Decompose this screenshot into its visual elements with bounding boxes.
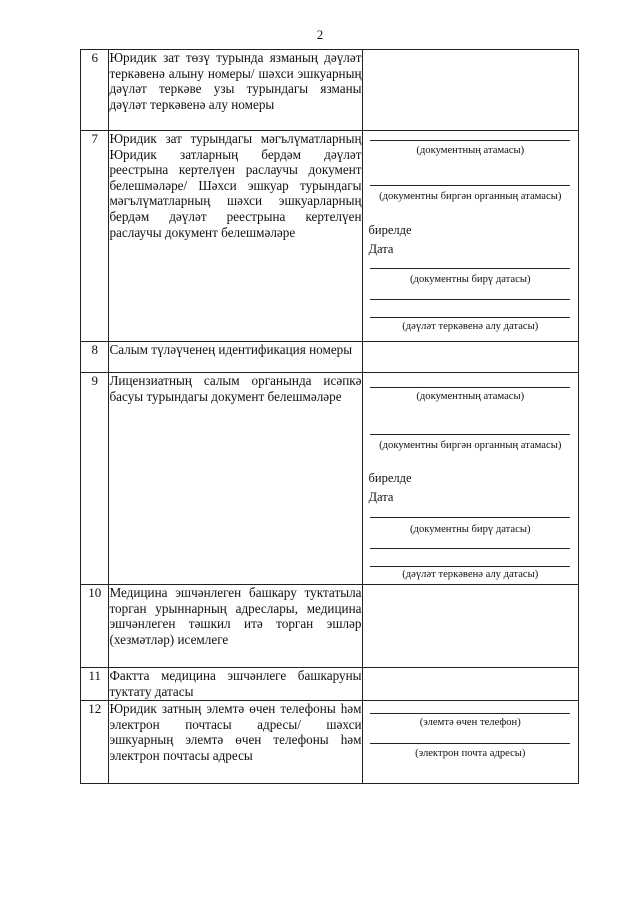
row-number: 8: [81, 342, 109, 373]
date-label: Дата: [368, 490, 394, 504]
phone-caption: (элемтә өчен телефон): [419, 717, 521, 728]
row-description: Юридик зат турындагы мәгълүматларның Юридик затларның бердәм дәүләт реестрына кертелүен раслаучы документ белешмәләре/ Шәхси эшкуар турындагы мәгълүматларның шәхси эшкуарларның бердәм дәүләт реестрына кертелүен раслаучы документ белешмәләре: [109, 131, 362, 342]
table-row: [81, 373, 579, 585]
table-row: [81, 131, 579, 342]
fill-cell[interactable]: [362, 668, 578, 701]
form-table: [80, 49, 579, 784]
issue-date-caption: (документны бирү датасы): [410, 274, 531, 285]
row-description: Салым түләүченең идентификация номеры: [109, 342, 362, 373]
issue-date-caption: (документны бирү датасы): [410, 524, 531, 535]
date-label: Дата: [368, 242, 394, 256]
row-description: Лицензиатның салым органында исәпкә басуы турындагы документ белешмәләре: [109, 373, 362, 585]
table-row: [81, 585, 579, 668]
registration-date-line[interactable]: [370, 299, 570, 300]
issue-date-line[interactable]: [370, 517, 570, 518]
row-number: 7: [81, 131, 109, 342]
registration-date-caption: (дәүләт теркәвенә алу датасы): [402, 569, 539, 580]
issue-date-line[interactable]: [370, 268, 570, 269]
doc-name-line[interactable]: [370, 140, 570, 141]
document-details-cell: [362, 131, 578, 342]
issuer-line[interactable]: [370, 434, 570, 435]
issued-by-label: бирелде: [368, 223, 412, 237]
row-description: Фактта медицина эшчәнлеге башкаруны туктату датасы: [109, 668, 362, 699]
table-row: [81, 50, 579, 131]
phone-line[interactable]: [370, 713, 570, 714]
email-caption: (электрон почта адресы): [415, 748, 526, 759]
registration-date-line[interactable]: [370, 548, 570, 549]
registration-date-line-2[interactable]: [370, 566, 570, 567]
row-description: Юридик затның элемтә өчен телефоны һәм электрон почтасы адресы/ шәхси эшкуарның элемтә өчен телефоны һәм электрон почтасы адресы: [109, 701, 362, 784]
row-number: 11: [81, 668, 109, 701]
fill-cell[interactable]: [362, 585, 578, 668]
contacts-cell: [362, 701, 578, 784]
fill-cell[interactable]: [362, 342, 578, 373]
row-description: Медицина эшчәнлеген башкару туктатыла торган урыннарның адреслары, медицина эшчәнлеген тәшкил итә торган эшләр (хезмәтләр) исемлеге: [109, 585, 362, 668]
table-row: [81, 342, 579, 373]
row-description: Юридик зат төзү турында язманың дәүләт теркәвенә алыну номеры/ шәхси эшкуарның дәүләт теркәве узы турындагы язманы дәүләт теркәвенә алу номеры: [109, 50, 362, 131]
row-number: 10: [81, 585, 109, 668]
issued-by-label: бирелде: [368, 471, 412, 485]
registration-date-line-2[interactable]: [370, 317, 570, 318]
issuer-caption: (документны биргән органның атамасы): [379, 191, 562, 202]
row-number: 6: [81, 50, 109, 131]
registration-date-caption: (дәүләт теркәвенә алу датасы): [402, 321, 539, 332]
doc-name-caption: (документның атамасы): [416, 145, 525, 156]
issuer-line[interactable]: [370, 185, 570, 186]
fill-cell[interactable]: [362, 50, 578, 131]
document-details-cell: [362, 373, 578, 585]
table-row: [81, 668, 579, 701]
row-number: 9: [81, 373, 109, 585]
doc-name-line[interactable]: [370, 387, 570, 388]
doc-name-caption: (документның атамасы): [416, 391, 525, 402]
row-number: 12: [81, 701, 109, 784]
issuer-caption: (документны биргән органның атамасы): [379, 440, 562, 451]
page-number: 2: [316, 27, 324, 42]
table-row: [81, 701, 579, 784]
email-line[interactable]: [370, 743, 570, 744]
